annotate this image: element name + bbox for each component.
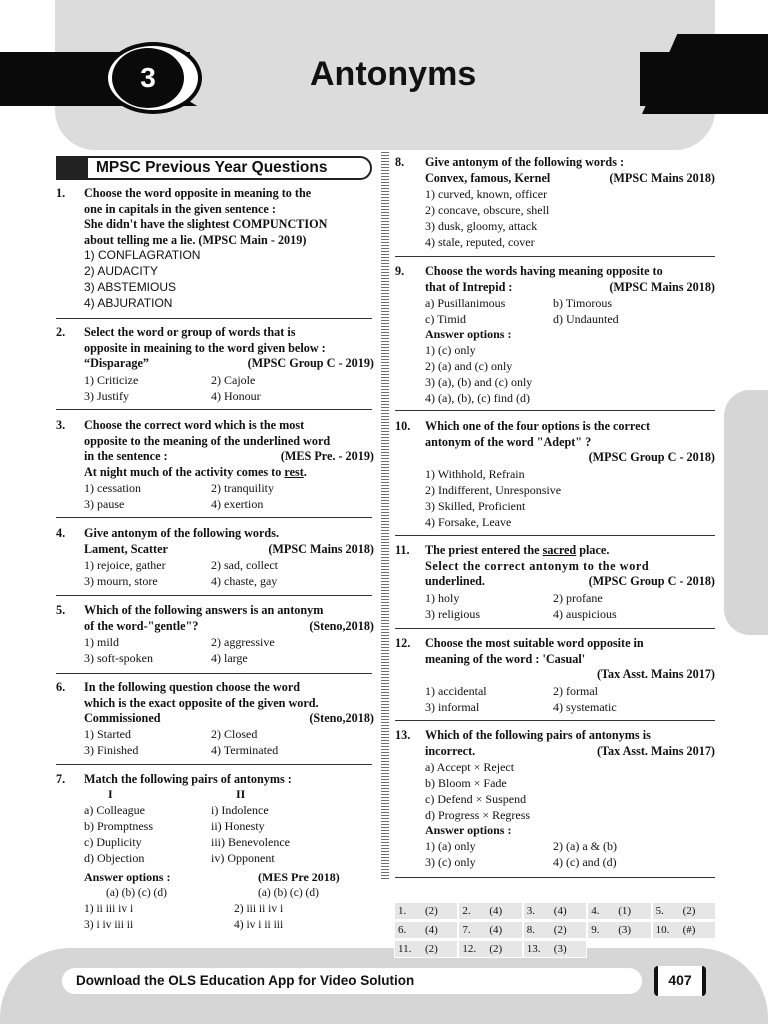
question-separator (395, 256, 715, 257)
option-4: 4) stale, reputed, cover (425, 235, 535, 249)
footer-text: Download the OLS Education App for Video Solution (76, 973, 415, 988)
option-2: 2) Indifferent, Unresponsive (425, 483, 562, 497)
answer-key-cell (458, 921, 522, 939)
option-1: 1) CONFLAGRATION (84, 248, 201, 262)
option-3: 3) mourn, store (84, 574, 158, 588)
question-source: (Tax Asst. Mains 2017) (596, 667, 715, 682)
page-number: 407 (668, 972, 692, 988)
question-source: (MPSC Group C - 2018) (588, 574, 715, 589)
answer-key-cell (458, 940, 522, 958)
answer-key-cell (458, 902, 522, 920)
question-number: 11. (395, 543, 410, 557)
stem-line (425, 543, 715, 559)
pair-iii: iii) Benevolence (211, 835, 290, 849)
section-heading (56, 156, 372, 180)
option-2: 2) sad, collect (211, 558, 278, 572)
question-stem (425, 636, 715, 683)
question-stem (425, 728, 715, 759)
stem-line: Choose the most suitable word opposite in (425, 636, 644, 650)
section-heading-text: MPSC Previous Year Questions (96, 159, 328, 176)
option-2: 2) iii ii iv i (234, 903, 284, 915)
option-2: 2) Cajole (211, 373, 256, 387)
answer-options-label: Answer options : (425, 327, 512, 341)
stem-line (84, 356, 374, 372)
question-stem (84, 772, 374, 788)
answer-key-answer: (3) (618, 924, 632, 936)
choice-b: b) Bloom × Fade (425, 776, 507, 790)
option-2: 2) concave, obscure, shell (425, 203, 550, 217)
stem-line (84, 465, 374, 481)
question-8 (395, 155, 715, 255)
option-4: 4) iv i ii iii (234, 919, 284, 931)
option-4: 4) auspicious (553, 607, 617, 621)
question-5 (56, 603, 374, 669)
stem-text: Convex, famous, Kernel (425, 170, 551, 185)
question-number: 2. (56, 325, 66, 339)
question-stem (84, 186, 374, 248)
stem-line (425, 171, 715, 187)
question-separator (395, 628, 715, 629)
pair-c: c) Duplicity (84, 835, 142, 849)
question-number: 13. (395, 728, 411, 742)
option-4: 4) large (211, 651, 248, 665)
pair-b: b) Promptness (84, 819, 153, 833)
option-3: 3) soft-spoken (84, 651, 153, 665)
answer-grid-header: (a) (b) (c) (d) (106, 887, 167, 899)
answer-options-label: Answer options : (84, 870, 171, 884)
question-separator (56, 409, 372, 410)
option-2: 2) (a) a & (b) (553, 839, 617, 853)
option-3: 3) (c) only (425, 855, 476, 869)
question-separator (56, 595, 372, 596)
question-separator (395, 410, 715, 411)
side-tab (724, 390, 768, 635)
stem-text: “Disparage” (84, 356, 149, 371)
stem-text: in the sentence : (84, 449, 168, 464)
stem-line: In the following question choose the word (84, 680, 301, 694)
stem-line: opposite to the meaning of the underlined word (84, 433, 331, 448)
option-1: 1) accidental (425, 684, 487, 698)
choice-a: a) Accept × Reject (425, 760, 515, 774)
answer-key-answer: (2) (425, 943, 438, 955)
question-number: 8. (395, 155, 405, 169)
question-number: 4. (56, 526, 66, 540)
question-stem (84, 325, 374, 372)
answer-key-cell (523, 921, 587, 939)
stem-line: Choose the word opposite in meaning to the (84, 186, 312, 200)
option-1: 1) Withhold, Refrain (425, 467, 525, 481)
answer-key-answer: (4) (425, 924, 438, 936)
stem-line (84, 619, 374, 635)
option-3: 3) pause (84, 497, 125, 511)
option-1: 1) Started (84, 727, 131, 741)
stem-line: antonym of the word "Adept" ? (425, 434, 592, 449)
stem-line: which is the exact opposite of the given word. (84, 695, 319, 710)
answer-key-answer: (4) (553, 905, 567, 917)
question-4 (56, 526, 374, 592)
stem-text: of the word-"gentle"? (84, 618, 199, 633)
question-source: (MPSC Group C - 2018) (588, 450, 715, 465)
answer-key-question: 13. (526, 943, 541, 955)
choice-c: c) Timid (425, 312, 467, 326)
answer-key-question: 6. (398, 924, 407, 936)
chapter-title: Antonyms (310, 55, 477, 93)
answer-key-answer: (#) (682, 924, 696, 936)
stem-text: . (303, 464, 307, 479)
pair-a: a) Colleague (84, 803, 145, 817)
choice-d: d) Undaunted (553, 312, 619, 326)
section-heading-marker (58, 158, 88, 178)
question-separator (395, 535, 715, 536)
stem-line (425, 574, 715, 590)
option-3: 3) religious (425, 607, 480, 621)
option-4: 4) systematic (553, 700, 617, 714)
question-stem (84, 526, 374, 557)
question-stem (84, 418, 374, 480)
stem-line: Give antonym of the following words : (425, 155, 625, 169)
question-source: (Steno,2018) (309, 618, 374, 633)
question-number: 9. (395, 264, 405, 278)
answer-key-cell (394, 940, 458, 958)
option-3: 3) dusk, gloomy, attack (425, 219, 538, 233)
question-separator (56, 764, 372, 765)
answer-key-answer: (3) (553, 943, 567, 955)
option-3: 3) Skilled, Proficient (425, 499, 526, 513)
answer-key-answer: (1) (618, 905, 632, 917)
answer-key (394, 902, 716, 958)
answer-key-cell (652, 921, 716, 939)
option-1: 1) (c) only (425, 343, 476, 357)
question-1 (56, 186, 374, 316)
question-stem (425, 155, 715, 186)
option-4: 4) chaste, gay (211, 574, 278, 588)
answer-key-question: 8. (526, 924, 536, 936)
option-1: 1) holy (425, 591, 460, 605)
option-3: 3) Finished (84, 743, 139, 757)
answer-key-cell (523, 902, 587, 920)
answer-key-cell (523, 940, 587, 958)
option-2: 2) (a) and (c) only (425, 359, 513, 373)
stem-line: Give antonym of the following words. (84, 526, 279, 540)
stem-text: The priest entered the (425, 543, 543, 557)
answer-key-answer: (2) (682, 905, 696, 917)
option-4: 4) Honour (211, 389, 261, 403)
stem-line (84, 542, 374, 558)
question-separator (56, 318, 372, 319)
option-3: 3) informal (425, 700, 480, 714)
answer-key-cell (587, 902, 651, 920)
question-separator (395, 720, 715, 721)
answer-key-cell (652, 902, 716, 920)
stem-line: Select the correct antonym to the word (425, 558, 650, 573)
stem-line: meaning of the word : 'Casual' (425, 651, 586, 666)
question-source: (Tax Asst. Mains 2017) (596, 743, 715, 758)
option-1: 1) mild (84, 635, 119, 649)
question-number: 12. (395, 636, 411, 650)
question-3 (56, 418, 374, 514)
question-source: (MPSC Mains 2018) (268, 541, 374, 556)
answer-key-question: 1. (398, 905, 407, 917)
question-number: 6. (56, 680, 66, 694)
question-stem (84, 603, 374, 634)
stem-line: Select the word or group of words that is (84, 325, 296, 339)
question-7 (56, 772, 374, 942)
option-3: 3) (a), (b) and (c) only (425, 375, 533, 389)
question-12 (395, 636, 715, 716)
option-2: 2) formal (553, 684, 598, 698)
option-3: 3) i iv iii ii (84, 919, 134, 931)
column-divider (381, 152, 389, 880)
column-header-i: I (108, 787, 113, 801)
question-source: (MES Pre 2018) (258, 870, 340, 884)
option-3: 3) ABSTEMIOUS (84, 280, 177, 294)
option-2: 2) tranquility (211, 481, 274, 495)
option-2: 2) AUDACITY (84, 264, 159, 278)
stem-line: Choose the words having meaning opposite to (425, 264, 663, 278)
option-4: 4) ABJURATION (84, 296, 173, 310)
stem-line (425, 667, 715, 683)
answer-key-answer: (4) (489, 924, 503, 936)
question-separator (395, 877, 715, 878)
question-source: (Steno,2018) (309, 711, 374, 726)
stem-line (425, 450, 715, 466)
answer-key-question: 12. (462, 943, 477, 955)
option-3: 3) Justify (84, 389, 129, 403)
pair-d: d) Objection (84, 851, 145, 865)
pair-iv: iv) Opponent (211, 851, 275, 865)
answer-key-answer: (2) (425, 905, 438, 917)
stem-text: Lament, Scatter (84, 541, 168, 556)
choice-a: a) Pusillanimous (425, 296, 506, 310)
stem-line: She didn't have the slightest COMPUNCTION (84, 217, 328, 232)
answer-key-question: 7. (462, 924, 471, 936)
option-4: 4) Terminated (211, 743, 279, 757)
question-stem (425, 419, 715, 466)
question-11 (395, 543, 715, 625)
option-2: 2) Closed (211, 727, 258, 741)
question-source: (MPSC Mains 2018) (609, 279, 715, 294)
underlined-word: rest (284, 464, 304, 479)
stem-line: one in capitals in the given sentence : (84, 201, 276, 216)
answer-key-cell (587, 921, 651, 939)
stem-text: incorrect. (425, 743, 476, 758)
stem-line (84, 233, 374, 249)
stem-line (425, 744, 715, 760)
chapter-number: 3 (112, 48, 184, 108)
stem-text: place. (576, 543, 610, 557)
question-2 (56, 325, 374, 405)
question-number: 3. (56, 418, 66, 432)
question-6 (56, 680, 374, 760)
choice-d: d) Progress × Regress (425, 808, 531, 822)
answer-key-cell (394, 902, 458, 920)
answer-key-answer: (2) (489, 943, 503, 955)
option-4: 4) (c) and (d) (553, 855, 617, 869)
question-source: (MPSC Group C - 2019) (247, 356, 374, 371)
question-9 (395, 264, 715, 410)
stem-text: Commissioned (84, 711, 161, 726)
stem-line: Match the following pairs of antonyms : (84, 772, 292, 786)
answer-key-question: 10. (655, 924, 670, 936)
stem-text: underlined. (425, 574, 485, 589)
pair-ii: ii) Honesty (211, 819, 265, 833)
question-stem (425, 264, 715, 295)
answer-key-question: 5. (655, 905, 664, 917)
answer-key-question: 4. (591, 905, 600, 917)
answer-grid-header: (a) (b) (c) (d) (258, 887, 319, 899)
stem-text: At night much of the activity comes to (84, 464, 285, 479)
stem-line (84, 711, 374, 727)
question-source: (MPSC Mains 2018) (609, 170, 715, 185)
question-number: 7. (56, 772, 66, 786)
option-2: 2) profane (553, 591, 603, 605)
stem-line: Choose the correct word which is the most (84, 418, 305, 432)
stem-line: Which of the following pairs of antonyms is (425, 728, 651, 742)
question-stem (84, 680, 374, 727)
stem-text: about telling me a lie. (84, 232, 196, 247)
underlined-word: sacred (542, 543, 577, 557)
answer-key-question: 11. (398, 943, 412, 955)
option-4: 4) (a), (b), (c) find (d) (425, 391, 530, 405)
stem-text: that of Intrepid : (425, 279, 513, 294)
question-10 (395, 419, 715, 531)
option-1: 1) rejoice, gather (84, 558, 166, 572)
answer-key-question: 9. (591, 924, 600, 936)
option-1: 1) ii iii iv i (84, 903, 134, 915)
column-header-ii: II (236, 787, 246, 801)
stem-line: Which one of the four options is the correct (425, 419, 650, 433)
option-4: 4) exertion (211, 497, 264, 511)
question-separator (56, 517, 372, 518)
question-stem (425, 543, 715, 590)
stem-line: Which of the following answers is an antonym (84, 603, 324, 617)
option-1: 1) curved, known, officer (425, 187, 548, 201)
question-number: 5. (56, 603, 66, 617)
option-4: 4) Forsake, Leave (425, 515, 512, 529)
pair-i: i) Indolence (211, 803, 269, 817)
answer-options-label: Answer options : (425, 823, 512, 837)
question-number: 1. (56, 186, 66, 200)
option-1: 1) Criticize (84, 373, 139, 387)
question-separator (56, 673, 372, 674)
choice-b: b) Timorous (553, 296, 613, 310)
question-13 (395, 728, 715, 874)
choice-c: c) Defend × Suspend (425, 792, 527, 806)
question-number: 10. (395, 419, 411, 433)
answer-key-question: 3. (526, 905, 536, 917)
answer-key-answer: (2) (553, 924, 567, 936)
stem-line: opposite in meaining to the word given below : (84, 340, 326, 355)
stem-line (84, 449, 374, 465)
stem-line (425, 280, 715, 296)
option-2: 2) aggressive (211, 635, 275, 649)
answer-key-cell (394, 921, 458, 939)
question-source: (MES Pre. - 2019) (280, 449, 374, 464)
option-1: 1) (a) only (425, 839, 476, 853)
option-1: 1) cessation (84, 481, 141, 495)
answer-key-answer: (4) (489, 905, 503, 917)
question-source: (MPSC Main - 2019) (198, 232, 307, 247)
answer-key-question: 2. (462, 905, 471, 917)
